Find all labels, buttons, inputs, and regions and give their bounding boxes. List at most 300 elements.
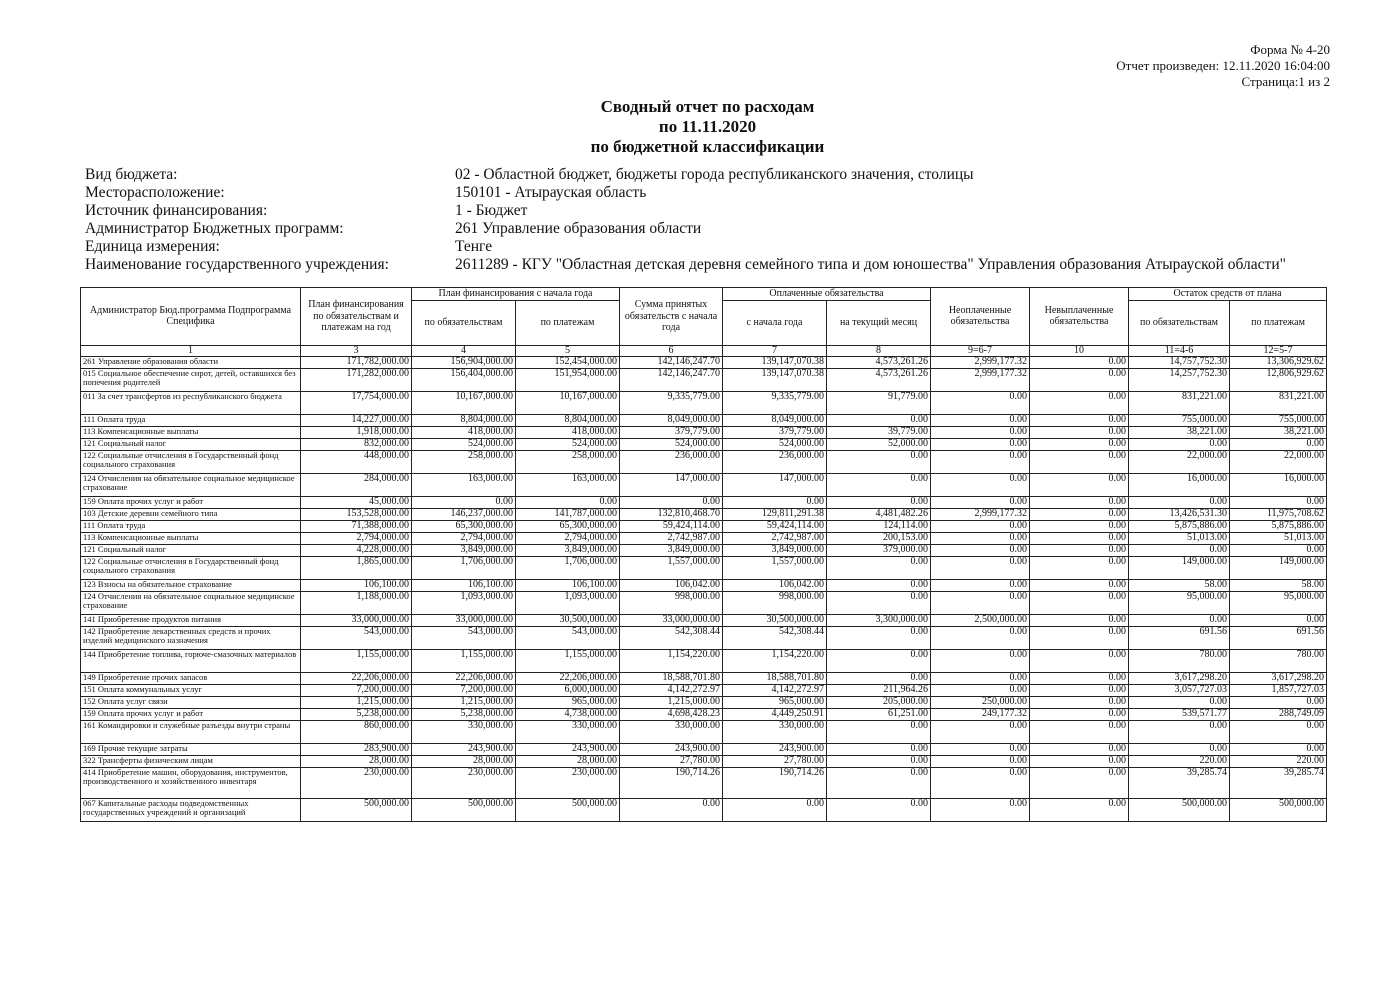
row-value: 1,215,000.00 [412,696,516,708]
row-value: 780.00 [1129,649,1230,672]
row-value: 51,013.00 [1129,532,1230,544]
row-value: 147,000.00 [620,473,723,496]
row-value: 28,000.00 [516,755,620,767]
table-row [81,798,1327,821]
row-value: 0.00 [1030,508,1129,520]
row-name: 015 Социальное обеспечение сирот, детей, оставшихся без попечения родителей [81,368,301,391]
row-value: 330,000.00 [412,720,516,743]
row-value: 0.00 [931,720,1030,743]
table-row [81,626,1327,649]
row-value: 1,857,727.03 [1230,684,1327,696]
header-plan-fin-obl: по обязательствам [412,300,516,345]
row-value: 2,794,000.00 [516,532,620,544]
table-row [81,672,1327,684]
row-value: 139,147,070.38 [723,368,827,391]
row-value: 0.00 [931,473,1030,496]
row-value: 5,875,886.00 [1230,520,1327,532]
header-admin: Администратор Бюд.программа Подпрограмма Специфика [81,288,301,346]
table-row [81,391,1327,414]
row-value: 5,238,000.00 [412,708,516,720]
row-value: 0.00 [1129,438,1230,450]
row-value: 3,300,000.00 [827,614,931,626]
row-name: 122 Социальные отчисления в Государственный фонд социального страхования [81,450,301,473]
table-row [81,438,1327,450]
colnum: 7 [723,345,827,356]
table-row [81,743,1327,755]
row-value: 11,975,708.62 [1230,508,1327,520]
row-value: 38,221.00 [1230,426,1327,438]
meta-row [85,184,1286,202]
row-value: 8,049,000.00 [620,414,723,426]
row-name: 142 Приобретение лекарственных средств и прочих изделий медицинского назначения [81,626,301,649]
row-value: 0.00 [516,496,620,508]
row-value: 0.00 [931,591,1030,614]
row-value: 65,300,000.00 [516,520,620,532]
row-value: 59,424,114.00 [620,520,723,532]
table-row [81,767,1327,798]
row-value: 0.00 [1030,414,1129,426]
row-value: 998,000.00 [620,591,723,614]
row-value: 27,780.00 [620,755,723,767]
header-paid: Оплаченные обязательства [723,288,931,301]
row-value: 0.00 [723,798,827,821]
row-value: 0.00 [827,755,931,767]
row-name: 152 Оплата услуг связи [81,696,301,708]
row-value: 3,617,298.20 [1230,672,1327,684]
row-value: 22,206,000.00 [516,672,620,684]
header-remain: Остаток средств от плана [1129,288,1327,301]
table-row [81,496,1327,508]
row-value: 0.00 [1030,520,1129,532]
row-value: 0.00 [931,438,1030,450]
row-value: 51,013.00 [1230,532,1327,544]
meta-row [85,166,1286,184]
row-value: 1,557,000.00 [620,556,723,579]
row-value: 18,588,701.80 [723,672,827,684]
header-remain-pay: по платежам [1230,300,1327,345]
table-row [81,614,1327,626]
row-name: 123 Взносы на обязательное страхование [81,579,301,591]
row-value: 0.00 [931,755,1030,767]
row-value: 0.00 [1030,755,1129,767]
row-value: 0.00 [1030,767,1129,798]
meta-value: Тенге [455,238,493,255]
row-value: 0.00 [1030,496,1129,508]
row-value: 0.00 [931,684,1030,696]
row-value: 1,215,000.00 [301,696,412,708]
row-value: 106,100.00 [516,579,620,591]
row-value: 418,000.00 [412,426,516,438]
colnum: 10 [1030,345,1129,356]
row-value: 4,738,000.00 [516,708,620,720]
colnum: 8 [827,345,931,356]
row-value: 190,714.26 [620,767,723,798]
row-value: 243,900.00 [516,743,620,755]
table-row [81,684,1327,696]
row-value: 27,780.00 [723,755,827,767]
row-value: 1,093,000.00 [412,591,516,614]
row-value: 0.00 [827,672,931,684]
header-plan-fin: План финансирования с начала года [412,288,620,301]
row-value: 163,000.00 [516,473,620,496]
table-row [81,356,1327,368]
row-value: 0.00 [931,520,1030,532]
row-value: 1,215,000.00 [620,696,723,708]
table-row [81,556,1327,579]
row-value: 379,000.00 [827,544,931,556]
row-value: 10,167,000.00 [516,391,620,414]
form-number: Форма № 4-20 [1250,42,1330,57]
row-name: 121 Социальный налог [81,438,301,450]
row-value: 0.00 [1030,356,1129,368]
row-value: 236,000.00 [723,450,827,473]
row-name: 121 Социальный налог [81,544,301,556]
row-value: 379,779.00 [620,426,723,438]
row-value: 691.56 [1230,626,1327,649]
row-value: 0.00 [1030,438,1129,450]
report-meta [85,166,1286,274]
row-value: 249,177.32 [931,708,1030,720]
row-value: 965,000.00 [516,696,620,708]
row-value: 1,155,000.00 [516,649,620,672]
meta-value: 02 - Областной бюджет, бюджеты города республиканского значения, столицы [455,166,974,183]
table-row [81,708,1327,720]
row-value: 14,257,752.30 [1129,368,1230,391]
row-value: 0.00 [1129,743,1230,755]
header-unpaid: Неоплаченные обязательства [931,288,1030,346]
row-name: 067 Капитальные расходы подведомственных государственных учреждений и организаций [81,798,301,821]
row-name: 159 Оплата прочих услуг и работ [81,708,301,720]
header-accepted: Сумма принятых обязательств с начала года [620,288,723,346]
row-value: 1,706,000.00 [516,556,620,579]
row-name: 011 За счет трансфертов из республиканского бюджета [81,391,301,414]
header-paid-start: с начала года [723,300,827,345]
row-value: 13,306,929.62 [1230,356,1327,368]
table-row [81,450,1327,473]
row-value: 22,206,000.00 [301,672,412,684]
report-title [0,97,1387,157]
row-value: 28,000.00 [301,755,412,767]
row-value: 8,804,000.00 [412,414,516,426]
table-row [81,426,1327,438]
row-value: 543,000.00 [412,626,516,649]
row-value: 236,000.00 [620,450,723,473]
row-value: 0.00 [827,649,931,672]
row-value: 0.00 [931,798,1030,821]
row-value: 330,000.00 [516,720,620,743]
row-value: 151,954,000.00 [516,368,620,391]
row-name: 149 Приобретение прочих запасов [81,672,301,684]
row-value: 5,238,000.00 [301,708,412,720]
row-value: 0.00 [1230,614,1327,626]
row-value: 4,481,482.26 [827,508,931,520]
row-value: 0.00 [931,767,1030,798]
page-indicator: Страница:1 из 2 [1241,74,1330,89]
row-value: 149,000.00 [1129,556,1230,579]
row-value: 1,918,000.00 [301,426,412,438]
row-value: 33,000,000.00 [620,614,723,626]
header-unfulfilled: Невыплаченные обязательства [1030,288,1129,346]
colnum: 5 [516,345,620,356]
row-value: 0.00 [620,496,723,508]
column-numbers-row [81,345,1327,356]
row-value: 0.00 [827,591,931,614]
row-value: 147,000.00 [723,473,827,496]
row-value: 0.00 [931,626,1030,649]
row-value: 9,335,779.00 [723,391,827,414]
row-value: 0.00 [827,473,931,496]
row-value: 0.00 [827,743,931,755]
row-name: 414 Приобретение машин, оборудования, инструментов, производственного и хозяйственного инвентаря [81,767,301,798]
row-value: 58.00 [1129,579,1230,591]
row-name: 113 Компенсационные выплаты [81,532,301,544]
row-value: 418,000.00 [516,426,620,438]
row-value: 139,147,070.38 [723,356,827,368]
row-value: 243,900.00 [723,743,827,755]
row-value: 220.00 [1230,755,1327,767]
row-value: 0.00 [931,556,1030,579]
row-value: 71,388,000.00 [301,520,412,532]
table-row [81,414,1327,426]
row-value: 39,779.00 [827,426,931,438]
row-value: 0.00 [1030,626,1129,649]
report-title-line1: Сводный отчет по расходам [600,97,815,116]
row-value: 0.00 [827,414,931,426]
row-value: 0.00 [1030,368,1129,391]
row-value: 2,999,177.32 [931,368,1030,391]
row-value: 22,206,000.00 [412,672,516,684]
row-value: 755,000.00 [1129,414,1230,426]
report-header-info [1116,42,1330,90]
row-value: 243,900.00 [412,743,516,755]
row-value: 18,588,701.80 [620,672,723,684]
row-value: 0.00 [827,496,931,508]
row-value: 0.00 [1030,696,1129,708]
row-value: 33,000,000.00 [412,614,516,626]
row-name: 144 Приобретение топлива, горюче-смазочных материалов [81,649,301,672]
table-row [81,720,1327,743]
row-value: 2,794,000.00 [301,532,412,544]
row-value: 0.00 [827,767,931,798]
row-value: 0.00 [827,798,931,821]
row-value: 500,000.00 [412,798,516,821]
row-value: 755,000.00 [1230,414,1327,426]
row-value: 4,228,000.00 [301,544,412,556]
row-value: 153,528,000.00 [301,508,412,520]
row-value: 14,757,752.30 [1129,356,1230,368]
row-value: 0.00 [1230,496,1327,508]
row-value: 0.00 [412,496,516,508]
row-value: 4,573,261.26 [827,356,931,368]
row-name: 322 Трансферты физическим лицам [81,755,301,767]
row-value: 5,875,886.00 [1129,520,1230,532]
row-value: 542,308.44 [620,626,723,649]
meta-label: Наименование государственного учреждения: [85,256,389,273]
row-value: 691.56 [1129,626,1230,649]
row-value: 4,698,428.23 [620,708,723,720]
row-value: 0.00 [1230,743,1327,755]
row-value: 1,154,220.00 [723,649,827,672]
row-value: 45,000.00 [301,496,412,508]
row-value: 2,742,987.00 [620,532,723,544]
table-row [81,696,1327,708]
row-value: 65,300,000.00 [412,520,516,532]
row-value: 0.00 [620,798,723,821]
header-remain-obl: по обязательствам [1129,300,1230,345]
row-value: 258,000.00 [412,450,516,473]
row-value: 3,849,000.00 [516,544,620,556]
row-value: 0.00 [931,544,1030,556]
meta-label: Источник финансирования: [85,202,268,219]
row-value: 190,714.26 [723,767,827,798]
row-value: 200,153.00 [827,532,931,544]
row-value: 0.00 [931,649,1030,672]
row-value: 22,000.00 [1230,450,1327,473]
row-value: 0.00 [931,532,1030,544]
row-value: 831,221.00 [1129,391,1230,414]
row-value: 0.00 [1129,696,1230,708]
table-row [81,368,1327,391]
row-value: 16,000.00 [1230,473,1327,496]
row-value: 1,155,000.00 [301,649,412,672]
row-value: 33,000,000.00 [301,614,412,626]
row-value: 542,308.44 [723,626,827,649]
row-value: 3,849,000.00 [723,544,827,556]
row-value: 8,049,000.00 [723,414,827,426]
row-value: 4,449,250.91 [723,708,827,720]
row-name: 159 Оплата прочих услуг и работ [81,496,301,508]
report-title-line3: по бюджетной классификации [590,137,825,156]
row-value: 39,285.74 [1129,767,1230,798]
row-value: 230,000.00 [412,767,516,798]
row-value: 61,251.00 [827,708,931,720]
row-value: 2,500,000.00 [931,614,1030,626]
row-value: 500,000.00 [301,798,412,821]
table-row [81,508,1327,520]
row-value: 3,849,000.00 [412,544,516,556]
row-value: 141,787,000.00 [516,508,620,520]
row-value: 0.00 [827,450,931,473]
table-row [81,473,1327,496]
row-value: 0.00 [1030,720,1129,743]
row-name: 141 Приобретение продуктов питания [81,614,301,626]
table-row [81,591,1327,614]
row-value: 0.00 [1030,426,1129,438]
report-produced-date: Отчет произведен: 12.11.2020 16:04:00 [1116,58,1330,73]
colnum: 11=4-6 [1129,345,1230,356]
row-value: 52,000.00 [827,438,931,450]
row-value: 142,146,247.70 [620,356,723,368]
meta-value: 1 - Бюджет [455,202,528,219]
row-value: 171,282,000.00 [301,368,412,391]
row-value: 1,865,000.00 [301,556,412,579]
row-value: 106,100.00 [301,579,412,591]
row-value: 129,811,291.38 [723,508,827,520]
row-value: 13,426,531.30 [1129,508,1230,520]
row-value: 250,000.00 [931,696,1030,708]
row-value: 998,000.00 [723,591,827,614]
row-value: 211,964.26 [827,684,931,696]
row-value: 0.00 [1129,544,1230,556]
meta-label: Администратор Бюджетных программ: [85,220,344,237]
row-value: 448,000.00 [301,450,412,473]
row-value: 17,754,000.00 [301,391,412,414]
row-value: 965,000.00 [723,696,827,708]
row-name: 161 Командировки и служебные разъезды внутри страны [81,720,301,743]
row-value: 0.00 [827,626,931,649]
header-plan: План финансирования по обязательствам и платежам на год [301,288,412,346]
row-value: 0.00 [1129,720,1230,743]
row-value: 9,335,779.00 [620,391,723,414]
row-value: 12,806,929.62 [1230,368,1327,391]
row-value: 0.00 [1230,544,1327,556]
meta-label: Единица измерения: [85,238,220,255]
row-value: 0.00 [1030,450,1129,473]
row-value: 243,900.00 [620,743,723,755]
row-value: 16,000.00 [1129,473,1230,496]
meta-value: 261 Управление образования области [455,220,702,237]
row-name: 113 Компенсационные выплаты [81,426,301,438]
row-value: 152,454,000.00 [516,356,620,368]
row-value: 132,810,468.70 [620,508,723,520]
row-value: 539,571.77 [1129,708,1230,720]
row-value: 146,237,000.00 [412,508,516,520]
colnum: 6 [620,345,723,356]
row-value: 0.00 [1230,720,1327,743]
colnum: 3 [301,345,412,356]
meta-row [85,256,1286,274]
row-value: 124,114.00 [827,520,931,532]
row-value: 1,155,000.00 [412,649,516,672]
row-value: 524,000.00 [723,438,827,450]
row-value: 149,000.00 [1230,556,1327,579]
row-value: 7,200,000.00 [412,684,516,696]
row-value: 22,000.00 [1129,450,1230,473]
row-value: 4,142,272.97 [620,684,723,696]
meta-row [85,238,1286,256]
row-value: 4,142,272.97 [723,684,827,696]
row-value: 831,221.00 [1230,391,1327,414]
meta-value: 2611289 - КГУ "Областная детская деревня семейного типа и дом юношества" Управления образования Атырауской области" [455,256,1286,273]
row-value: 28,000.00 [412,755,516,767]
row-value: 142,146,247.70 [620,368,723,391]
row-value: 14,227,000.00 [301,414,412,426]
meta-row [85,202,1286,220]
row-value: 0.00 [931,743,1030,755]
table-row [81,520,1327,532]
header-plan-fin-pay: по платежам [516,300,620,345]
row-value: 0.00 [1129,614,1230,626]
row-value: 379,779.00 [723,426,827,438]
row-value: 3,849,000.00 [620,544,723,556]
row-value: 0.00 [1030,579,1129,591]
row-value: 0.00 [827,556,931,579]
row-value: 2,999,177.32 [931,356,1030,368]
row-value: 780.00 [1230,649,1327,672]
row-value: 30,500,000.00 [723,614,827,626]
row-value: 543,000.00 [301,626,412,649]
row-value: 2,742,987.00 [723,532,827,544]
row-value: 7,200,000.00 [301,684,412,696]
row-value: 220.00 [1129,755,1230,767]
row-value: 0.00 [1030,743,1129,755]
row-value: 3,617,298.20 [1129,672,1230,684]
row-value: 543,000.00 [516,626,620,649]
table-row [81,649,1327,672]
meta-row [85,220,1286,238]
row-value: 500,000.00 [1129,798,1230,821]
row-value: 0.00 [723,496,827,508]
